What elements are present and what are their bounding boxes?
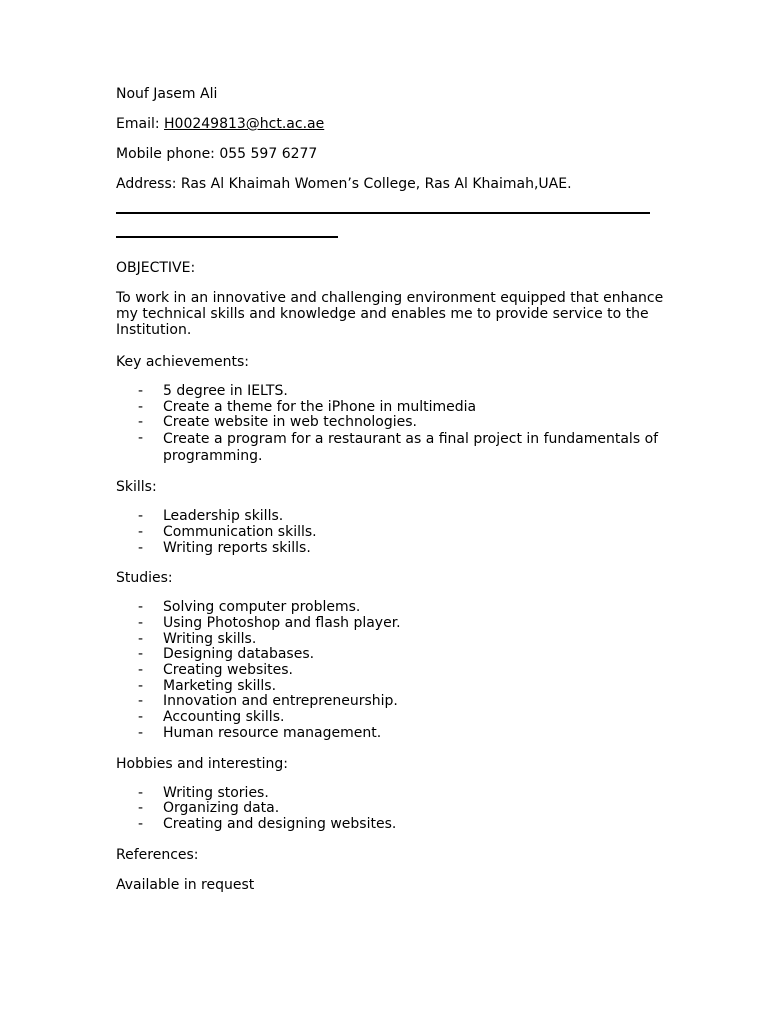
objective-heading: OBJECTIVE: bbox=[116, 260, 196, 276]
list-item bbox=[116, 632, 676, 648]
list-item-text: Writing skills. bbox=[163, 630, 257, 647]
list-item bbox=[116, 525, 676, 541]
list-marker: - bbox=[138, 508, 144, 525]
list-marker: - bbox=[138, 630, 144, 647]
list-marker: - bbox=[138, 539, 144, 556]
address-line: Address: Ras Al Khaimah Women’s College, Ras Al Khaimah,UAE. bbox=[116, 176, 572, 192]
skills-heading: Skills: bbox=[116, 479, 157, 496]
list-marker: - bbox=[138, 662, 144, 679]
list-item-text: Accounting skills. bbox=[163, 709, 285, 726]
list-item-text: Creating websites. bbox=[163, 662, 293, 679]
list-item bbox=[116, 431, 676, 465]
list-marker: - bbox=[138, 709, 144, 726]
resume-content bbox=[116, 86, 676, 893]
list-item bbox=[116, 415, 676, 431]
list-marker: - bbox=[138, 815, 144, 832]
list-item-text: Marketing skills. bbox=[163, 677, 277, 694]
hobbies-list bbox=[116, 786, 676, 833]
list-item bbox=[116, 726, 676, 742]
list-item-text: Writing stories. bbox=[163, 784, 269, 801]
list-marker: - bbox=[138, 599, 144, 616]
email-line bbox=[116, 116, 676, 132]
list-item bbox=[116, 600, 676, 616]
list-item-text: Organizing data. bbox=[163, 800, 280, 817]
list-item-text: Create website in web technologies. bbox=[163, 414, 417, 431]
list-item bbox=[116, 679, 676, 695]
list-item-text: Human resource management. bbox=[163, 724, 382, 741]
list-item-text: Designing databases. bbox=[163, 646, 315, 663]
list-item-text: 5 degree in IELTS. bbox=[163, 383, 288, 399]
divider bbox=[116, 212, 676, 238]
list-marker: - bbox=[138, 523, 144, 540]
list-item bbox=[116, 647, 676, 663]
references-heading: References: bbox=[116, 846, 199, 863]
list-marker: - bbox=[138, 398, 144, 415]
studies-heading: Studies: bbox=[116, 570, 173, 587]
list-marker: - bbox=[138, 800, 144, 817]
list-item bbox=[116, 509, 676, 525]
list-item-text: Using Photoshop and flash player. bbox=[163, 614, 401, 631]
objective-text: To work in an innovative and challenging environment equipped that enhance my technical skills and knowledge and enables me to provide service to the Institution. bbox=[116, 290, 664, 338]
divider-line-long bbox=[116, 212, 650, 214]
list-item-text: Communication skills. bbox=[163, 523, 317, 540]
list-item-text: Leadership skills. bbox=[163, 508, 284, 525]
skills-list bbox=[116, 509, 676, 556]
list-item bbox=[116, 541, 676, 557]
list-item bbox=[116, 384, 676, 400]
list-marker: - bbox=[138, 677, 144, 694]
list-item bbox=[116, 786, 676, 802]
list-item bbox=[116, 616, 676, 632]
list-item-text: Create a theme for the iPhone in multimedia bbox=[163, 398, 477, 415]
studies-list bbox=[116, 600, 676, 741]
list-item-text: Writing reports skills. bbox=[163, 539, 311, 556]
list-marker: - bbox=[138, 724, 144, 741]
phone-line: Mobile phone: 055 597 6277 bbox=[116, 146, 318, 162]
list-item-text: Innovation and entrepreneurship. bbox=[163, 693, 398, 710]
references-text: Available in request bbox=[116, 876, 255, 893]
list-item bbox=[116, 694, 676, 710]
list-marker: - bbox=[138, 784, 144, 801]
list-marker: - bbox=[138, 693, 144, 710]
list-item bbox=[116, 817, 676, 833]
applicant-name: Nouf Jasem Ali bbox=[116, 86, 218, 102]
hobbies-heading: Hobbies and interesting: bbox=[116, 755, 288, 772]
list-marker: - bbox=[138, 430, 144, 447]
list-marker: - bbox=[138, 614, 144, 631]
achievements-list bbox=[116, 384, 676, 465]
list-item bbox=[116, 801, 676, 817]
email-link[interactable]: H00249813@hct.ac.ae bbox=[164, 116, 325, 132]
email-label: Email: bbox=[116, 116, 165, 132]
achievements-heading: Key achievements: bbox=[116, 354, 250, 370]
divider-line-short bbox=[116, 236, 338, 238]
list-marker: - bbox=[138, 383, 144, 399]
list-item bbox=[116, 400, 676, 416]
list-marker: - bbox=[138, 414, 144, 431]
list-item-text: Creating and designing websites. bbox=[163, 815, 397, 832]
list-item-text: Solving computer problems. bbox=[163, 599, 361, 616]
list-item bbox=[116, 663, 676, 679]
list-item-text: Create a program for a restaurant as a final project in fundamentals of programming. bbox=[163, 431, 659, 465]
list-marker: - bbox=[138, 646, 144, 663]
list-item bbox=[116, 710, 676, 726]
